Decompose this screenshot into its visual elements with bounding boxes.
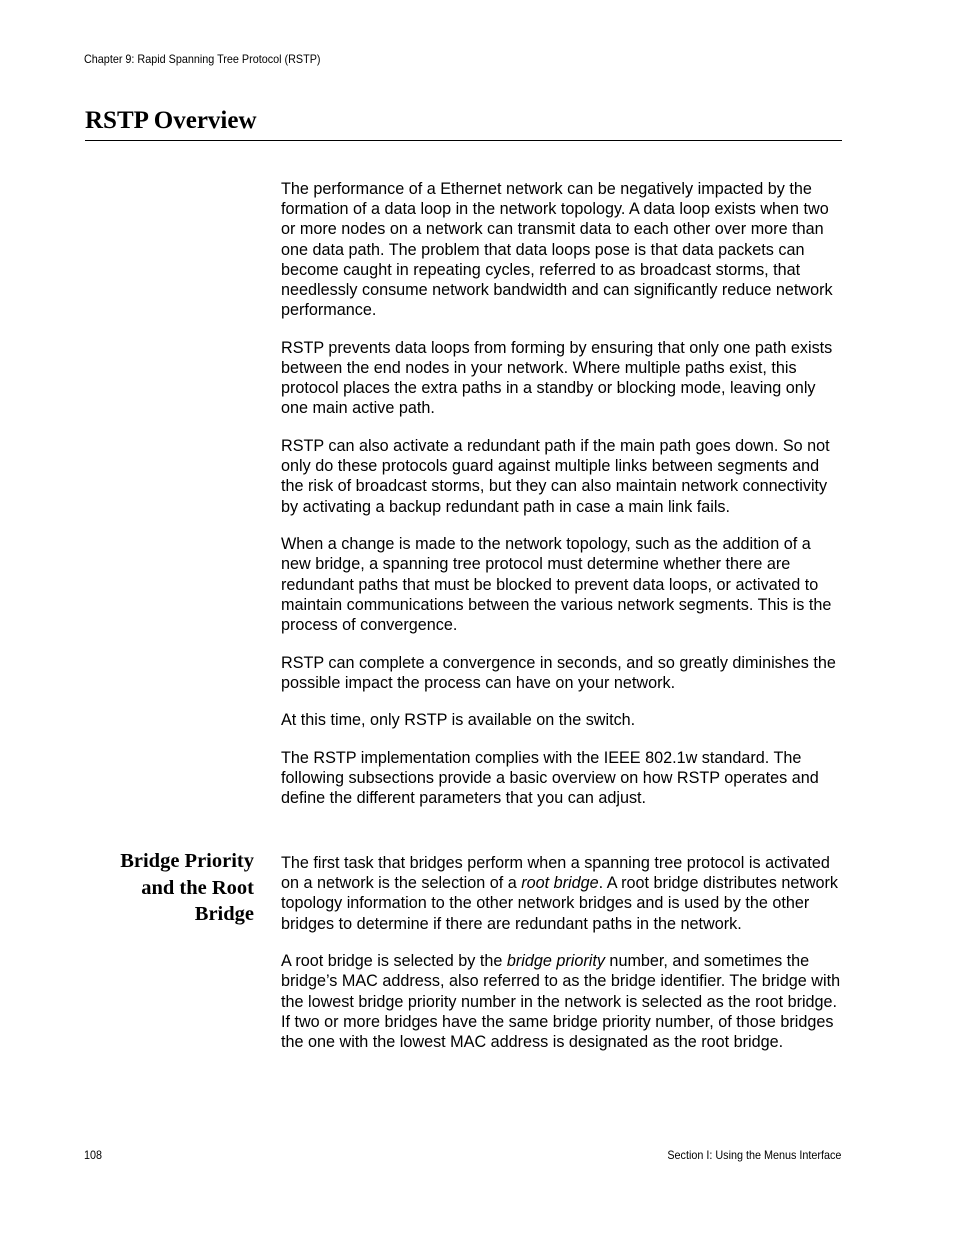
bridge-paragraph: [281, 951, 843, 1052]
text-run: number, and sometimes the bridge’s MAC address, also referred to as the bridge identifier. The bridge with the lowest bridge priority number in the network is selected as the root bridge. If two or more bridges have the same bridge priority number, of those bridges the one with the lowest MAC address is designated as the root bridge.: [281, 952, 841, 1052]
subsection-heading: [90, 848, 254, 928]
subsection-heading-line: and the Root: [141, 876, 254, 899]
overview-paragraph: The RSTP implementation complies with the IEEE 802.1w standard. The following subsections provide a basic overview on how RSTP operates and define the different parameters that you can adjust.: [281, 749, 819, 808]
overview-body: [281, 179, 843, 809]
bridge-priority-body: [281, 853, 843, 1052]
overview-paragraph: RSTP prevents data loops from forming by ensuring that only one path exists between the end nodes in your network. Where multiple paths exist, this protocol places the extra paths in a standby or blocking mode, leaving only one main active path.: [281, 338, 833, 418]
overview-paragraph: RSTP can also activate a redundant path if the main path goes down. So not only do these protocols guard against multiple links between segments and the risk of broadcast storms, but they can also maintain network connectivity by activating a backup redundant path in case a main link fails.: [281, 437, 830, 516]
text-run: A root bridge is selected by the: [281, 952, 507, 971]
footer-section-name: Section I: Using the Menus Interface: [666, 1148, 841, 1162]
running-header: Chapter 9: Rapid Spanning Tree Protocol (RSTP): [84, 52, 321, 66]
bridge-paragraph: [281, 853, 843, 934]
subsection-heading-line: Bridge Priority: [120, 850, 254, 872]
text-run: The first task that bridges perform when a spanning tree protocol is activated on a network is the selection of a: [281, 854, 830, 893]
overview-paragraph: The performance of a Ethernet network can be negatively impacted by the formation of a data loop in the network topology. A data loop exists when two or more nodes on a network can transmit data to each other over more than one data path. The problem that data loops pose is that data packets can become caught in repeating cycles, referred to as broadcast storms, that needlessly consume network bandwidth and can significantly reduce network performance.: [281, 180, 833, 320]
subsection-heading-line: Bridge: [194, 903, 254, 925]
overview-paragraph: When a change is made to the network topology, such as the addition of a new bridge, a spanning tree protocol must determine whether there are redundant paths that must be blocked to prevent data loops, or activated to maintain communications between the various network segments. This is the process of convergence.: [281, 535, 832, 635]
text-run: . A root bridge distributes network topology information to the other network bridges and is used by the other bridges to determine if there are redundant paths in the network.: [281, 874, 838, 933]
term-bridge-priority: bridge priority: [506, 952, 605, 971]
section-title: RSTP Overview: [85, 107, 257, 134]
term-root-bridge: root bridge: [521, 874, 599, 893]
page-number: 108: [84, 1148, 103, 1162]
overview-paragraph: At this time, only RSTP is available on the switch.: [281, 711, 636, 730]
overview-paragraph: RSTP can complete a convergence in seconds, and so greatly diminishes the possible impact the process can have on your network.: [281, 653, 836, 692]
title-rule: [85, 140, 842, 141]
